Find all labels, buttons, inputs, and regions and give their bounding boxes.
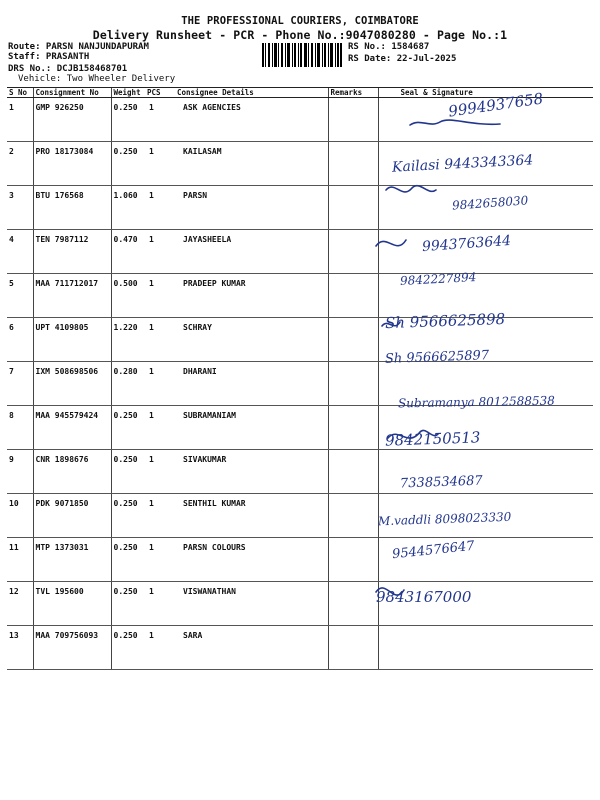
consignment-cell: MTP 1373031 bbox=[33, 538, 111, 582]
col-header-seal: Seal & Signature bbox=[378, 88, 593, 98]
weight-cell: 0.250 bbox=[111, 406, 145, 450]
sno-cell: 9 bbox=[7, 450, 33, 494]
handwritten-signature: M.vaddli 8098023330 bbox=[377, 509, 512, 529]
vehicle-label: Vehicle: Two Wheeler Delivery bbox=[18, 74, 176, 84]
handwritten-signature: 9842658030 bbox=[451, 193, 529, 213]
col-header-sno: S No bbox=[7, 88, 33, 98]
consignment-cell: BTU 176568 bbox=[33, 186, 111, 230]
sno-cell: 4 bbox=[7, 230, 33, 274]
weight-cell: 0.500 bbox=[111, 274, 145, 318]
pen-stroke bbox=[386, 186, 436, 192]
col-header-weight: Weight bbox=[111, 88, 145, 98]
weight-cell: 0.250 bbox=[111, 142, 145, 186]
sno-cell: 2 bbox=[7, 142, 33, 186]
handwritten-signature: Sh 9566625898 bbox=[384, 309, 506, 333]
consignee-cell: KAILASAM bbox=[175, 142, 328, 186]
consignment-cell: PDK 9071850 bbox=[33, 494, 111, 538]
consignment-cell: UPT 4109805 bbox=[33, 318, 111, 362]
weight-cell: 1.060 bbox=[111, 186, 145, 230]
consignment-cell: GMP 926250 bbox=[33, 98, 111, 142]
pen-stroke bbox=[376, 240, 406, 246]
col-header-remarks: Remarks bbox=[328, 88, 378, 98]
weight-cell: 0.250 bbox=[111, 626, 145, 670]
sno-cell: 13 bbox=[7, 626, 33, 670]
handwritten-signature: 9544576647 bbox=[391, 538, 476, 563]
consignee-cell: PARSN COLOURS bbox=[175, 538, 328, 582]
sno-cell: 5 bbox=[7, 274, 33, 318]
consignee-cell: SIVAKUMAR bbox=[175, 450, 328, 494]
consignment-cell: PRO 18173084 bbox=[33, 142, 111, 186]
route-label: Route: PARSN NANJUNDAPURAM bbox=[8, 42, 149, 52]
sno-cell: 10 bbox=[7, 494, 33, 538]
weight-cell: 0.250 bbox=[111, 494, 145, 538]
pen-stroke bbox=[376, 588, 404, 595]
consignee-cell: ASK AGENCIES bbox=[175, 98, 328, 142]
pcs-cell: 1 bbox=[145, 362, 175, 406]
weight-cell: 0.470 bbox=[111, 230, 145, 274]
rs-number: RS No.: 1584687 bbox=[348, 42, 430, 52]
weight-cell: 0.250 bbox=[111, 538, 145, 582]
consignment-cell: MAA 711712017 bbox=[33, 274, 111, 318]
drs-number: DRS No.: DCJB158468701 bbox=[8, 64, 128, 74]
handwritten-signature: 9842227894 bbox=[399, 270, 477, 288]
handwritten-signature: Sh 9566625897 bbox=[384, 348, 490, 367]
handwritten-signature: 9994937658 bbox=[447, 89, 545, 121]
sno-cell: 11 bbox=[7, 538, 33, 582]
weight-cell: 0.250 bbox=[111, 582, 145, 626]
pcs-cell: 1 bbox=[145, 538, 175, 582]
company-title: THE PROFESSIONAL COURIERS, COIMBATORE bbox=[181, 15, 419, 27]
consignment-cell: IXM 508698506 bbox=[33, 362, 111, 406]
pcs-cell: 1 bbox=[145, 274, 175, 318]
rs-date: RS Date: 22-Jul-2025 bbox=[348, 54, 457, 64]
pcs-cell: 1 bbox=[145, 186, 175, 230]
pcs-cell: 1 bbox=[145, 230, 175, 274]
consignment-cell: MAA 709756093 bbox=[33, 626, 111, 670]
consignee-cell: SARA bbox=[175, 626, 328, 670]
consignment-cell: TVL 195600 bbox=[33, 582, 111, 626]
runsheet-subtitle: Delivery Runsheet - PCR - Phone No.:9047080280 - Page No.:1 bbox=[92, 28, 508, 42]
consignment-cell: MAA 945579424 bbox=[33, 406, 111, 450]
consignment-cell: TEN 7987112 bbox=[33, 230, 111, 274]
pcs-cell: 1 bbox=[145, 450, 175, 494]
sno-cell: 12 bbox=[7, 582, 33, 626]
weight-cell: 0.250 bbox=[111, 98, 145, 142]
pcs-cell: 1 bbox=[145, 494, 175, 538]
consignee-cell: DHARANI bbox=[175, 362, 328, 406]
pcs-cell: 1 bbox=[145, 142, 175, 186]
pen-stroke bbox=[382, 322, 400, 326]
sno-cell: 3 bbox=[7, 186, 33, 230]
handwritten-signature: 9943763644 bbox=[421, 232, 512, 256]
consignee-cell: PRADEEP KUMAR bbox=[175, 274, 328, 318]
consignee-cell: SUBRAMANIAM bbox=[175, 406, 328, 450]
pen-stroke bbox=[410, 120, 500, 125]
consignee-cell: SCHRAY bbox=[175, 318, 328, 362]
handwritten-signature: Subramanya 8012588538 bbox=[397, 393, 556, 411]
pcs-cell: 1 bbox=[145, 98, 175, 142]
pcs-cell: 1 bbox=[145, 318, 175, 362]
consignee-cell: SENTHIL KUMAR bbox=[175, 494, 328, 538]
pcs-cell: 1 bbox=[145, 582, 175, 626]
sno-cell: 8 bbox=[7, 406, 33, 450]
handwritten-signature: 9843167000 bbox=[376, 588, 472, 606]
consignee-cell: JAYASHEELA bbox=[175, 230, 328, 274]
handwritten-signature: 9842150513 bbox=[384, 428, 481, 450]
sno-cell: 7 bbox=[7, 362, 33, 406]
pcs-cell: 1 bbox=[145, 626, 175, 670]
pcs-cell: 1 bbox=[145, 406, 175, 450]
handwritten-signature: Kailasi 9443343364 bbox=[391, 152, 534, 176]
sno-cell: 1 bbox=[7, 98, 33, 142]
sno-cell: 6 bbox=[7, 318, 33, 362]
col-header-consignee: Consignee Details bbox=[175, 88, 328, 98]
col-header-consignment: Consignment No bbox=[33, 88, 111, 98]
weight-cell: 0.250 bbox=[111, 450, 145, 494]
consignee-cell: VISWANATHAN bbox=[175, 582, 328, 626]
handwritten-signature: 7338534687 bbox=[399, 473, 483, 492]
consignee-cell: PARSN bbox=[175, 186, 328, 230]
weight-cell: 1.220 bbox=[111, 318, 145, 362]
weight-cell: 0.280 bbox=[111, 362, 145, 406]
staff-label: Staff: PRASANTH bbox=[8, 52, 90, 62]
consignment-cell: CNR 1898676 bbox=[33, 450, 111, 494]
pen-stroke bbox=[388, 430, 438, 438]
col-header-pcs: PCS bbox=[145, 88, 175, 98]
